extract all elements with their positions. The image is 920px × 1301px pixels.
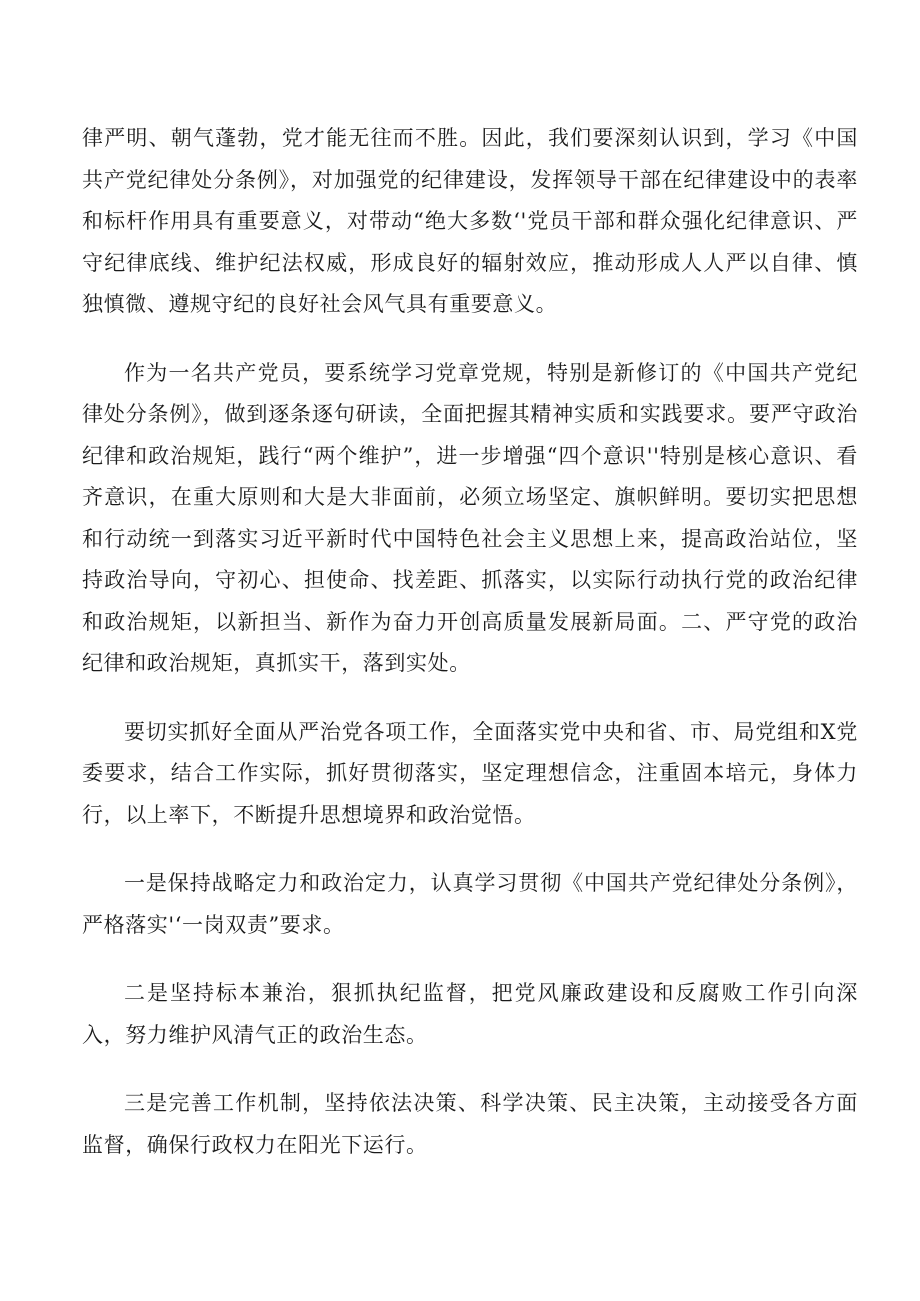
paragraph-3: 要切实抓好全面从严治党各项工作，全面落实党中央和省、市、局党组和X党委要求，结合工作实际，抓好贯彻落实，坚定理想信念，注重固本培元，身体力行，以上率下，不断提升思想境界和政治觉悟。 <box>82 719 858 827</box>
paragraph-4: 一是保持战略定力和政治定力，认真学习贯彻《中国共产党纪律处分条例》，严格落实'‘一岗双责”要求。 <box>82 871 858 937</box>
paragraph-6: 三是完善工作机制，坚持依法决策、科学决策、民主决策，主动接受各方面监督，确保行政权力在阳光下运行。 <box>82 1091 858 1157</box>
paragraph-2: 作为一名共产党员，要系统学习党章党规，特别是新修订的《中国共产党纪律处分条例》，做到逐条逐句研读，全面把握其精神实质和实践要求。要严守政治纪律和政治规矩，践行“两个维护”，进一步增强“四个意识''特别是核心意识、看齐意识，在重大原则和大是大非面前，必须立场坚定、旗帜鲜明。要切实把思想和行动统一到落实习近平新时代中国特色社会主义思想上来，提高政治站位，坚持政治导向，守初心、担使命、找差距、抓落实，以实际行动执行党的政治纪律和政治规矩，以新担当、新作为奋力开创高质量发展新局面。二、严守党的政治纪律和政治规矩，真抓实干，落到实处。 <box>82 360 858 675</box>
paragraph-5: 二是坚持标本兼治，狠抓执纪监督，把党风廉政建设和反腐败工作引向深入，努力维护风清气正的政治生态。 <box>82 981 858 1047</box>
document-body <box>82 118 858 1193</box>
paragraph-1: 律严明、朝气蓬勃，党才能无往而不胜。因此，我们要深刻认识到，学习《中国共产党纪律处分条例》，对加强党的纪律建设，发挥领导干部在纪律建设中的表率和标杆作用具有重要意义，对带动“绝大多数‘'党员干部和群众强化纪律意识、严守纪律底线、维护纪法权威，形成良好的辐射效应，推动形成人人严以自律、慎独慎微、遵规守纪的良好社会风气具有重要意义。 <box>82 126 858 316</box>
